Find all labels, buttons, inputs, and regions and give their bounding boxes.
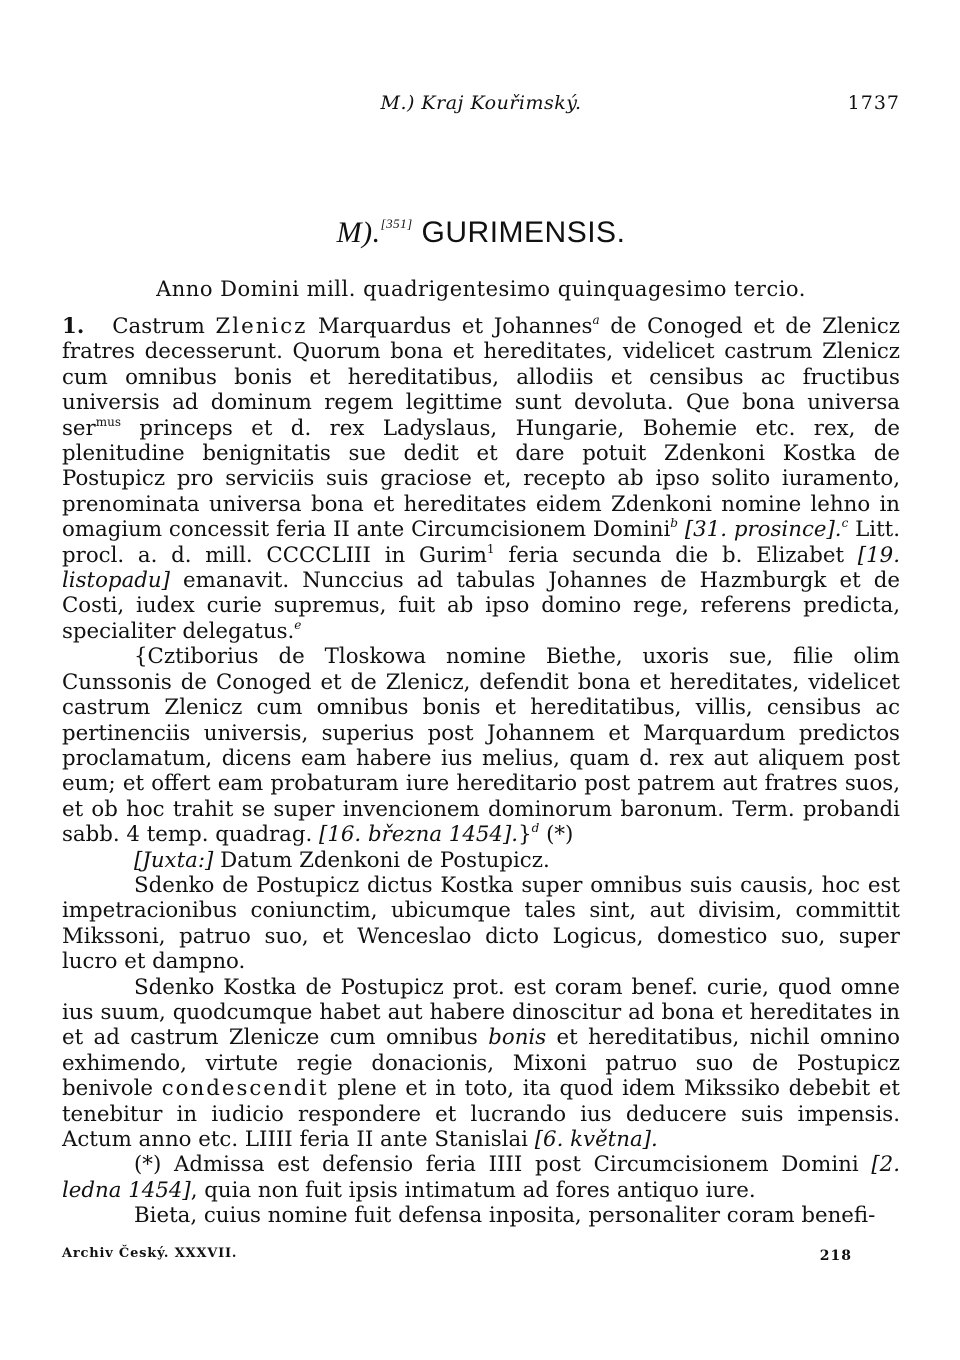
volume-signature: Archiv Český. XXXVII. <box>62 1246 238 1261</box>
paragraph-text: (*) Admissa est defensio feria IIII post Circumcisionem Domini <box>134 1152 872 1178</box>
entry-text: Marquardus et Johannes <box>318 314 593 339</box>
entry-1 <box>62 314 900 644</box>
paragraph-3 <box>62 975 900 1153</box>
sheet-number: 218 <box>819 1248 852 1264</box>
editorial-date: [2. ledna 1454] <box>62 1152 900 1203</box>
document-page <box>62 0 900 1360</box>
footnote-mark: c <box>841 516 849 531</box>
paragraph-text: Datum Zdenkoni de Postupicz. <box>213 847 550 873</box>
entry-text: emanavit. Nunccius ad tabulas Johannes de Hazmburgk et de Costi, iudex curie supremus, fuit ab ipso domino rege, referens predicta, specialiter delegatus. <box>62 568 900 644</box>
editorial-date: [16. března 1454]. <box>319 822 519 848</box>
entry-number: 1. <box>62 314 85 339</box>
page-number: 1737 <box>847 92 900 114</box>
page-footer <box>62 1246 900 1266</box>
star-note-paragraph <box>62 1152 900 1203</box>
section-letter: M). <box>336 216 381 249</box>
paragraph-text: Sdenko Kostka de Postupicz prot. est coram benef. curie, quod omne ius suum, quodcumque habet aut habere dinoscitur ad bona et hereditates in et ad castrum Zlenicze cum omnibus <box>62 974 900 1051</box>
paragraph-text-spaced: condescendit <box>161 1076 329 1102</box>
editorial-date: [19. listopadu] <box>62 542 900 594</box>
entry-text: de Conoged et de Zlenicz fratres decesserunt. Quorum bona et hereditates, videlicet castrum Zlenicz cum omnibus bonis et hereditatibus, allodiis et censibus ac fructibus universis ad dominum regem legittime sunt devoluta. Que bona universa ser <box>62 314 900 441</box>
editorial-date: [6. května]. <box>534 1127 658 1152</box>
entry-text: Castrum <box>112 314 205 339</box>
paragraph-4: Bieta, cuius nomine fuit defensa inposita, personaliter coram benefi- <box>134 1203 876 1229</box>
entry-text-spaced: Zlenicz <box>215 314 308 339</box>
paragraph-text: {Cztiborius de Tloskowa nomine Biethe, uxoris sue, filie olim Cunssonis de Conoged et de Zlenicz, defendit bona et hereditates, videlicet castrum Zlenicz cum omnibus bonis et hereditatibus, villis, censibus ac pertinenciis universis, superius post Johannem et Marquardum predictos proclamatum, dicens eam habere ius melius, quam d. rex aut aliquem post eum; et offert eam probaturam iure hereditario post patrem aut fratres suos, et ob hoc trahit se super invencionem dominorum baronum. Term. probandi sabb. 4 temp. quadrag. <box>62 644 900 848</box>
running-head-title: M.) Kraj Kouřimský. <box>380 92 582 114</box>
section-heading <box>62 216 900 250</box>
footnote-mark: d <box>531 821 540 836</box>
editorial-date: [31. prosince]. <box>684 517 842 543</box>
entry-text: feria secunda die b. Elizabet <box>494 542 858 568</box>
document-body <box>62 314 900 1229</box>
paragraph-text: } <box>518 822 532 848</box>
section-title: GURIMENSIS. <box>421 216 626 249</box>
section-note-number: [351] <box>380 216 413 231</box>
paragraph-2: Sdenko de Postupicz dictus Kostka super omnibus suis causis, hoc est impetracionibus coniunctim, ubicumque tales sint, aut divisim, committit Mikssoni, patruo suo, et Wenceslao dicto Logicus, domestico suo, super lucro et dampno. <box>62 872 900 975</box>
footnote-mark: a <box>592 313 600 327</box>
footnote-mark: b <box>670 516 678 531</box>
paragraph-text: plene et in toto, ita quod idem Mikssiko debebit et tenebitur in iudicio respondere et lucrando ius deducere suis impensis. Actum anno etc. LIIII feria II ante Stanislai <box>62 1076 900 1152</box>
footnote-mark: 1 <box>486 541 495 556</box>
defense-paragraph <box>62 644 900 847</box>
juxta-paragraph <box>62 848 900 873</box>
entry-text: Litt. procl. a. d. mill. CCCCLIII in Gurim <box>62 517 900 568</box>
entry-text: princeps et d. rex Ladyslaus, Hungarie, Bohemie etc. rex, de plenitudine benignitatis sue dedit et dare potuit Zdenkoni Kostka de Postupicz pro serviciis suis graciose et, recepto ab ipso solito iuramento, prenominata universa bona et hereditates eidem Zdenkoni nomine lehno in omagium concessit feria II ante Circumcisionem Domini <box>62 415 900 543</box>
footnote-mark: e <box>294 617 302 632</box>
paragraph-text: , quia non fuit ipsis intimatum ad fores antiquo iure. <box>190 1177 756 1203</box>
paragraph-text-italic: bonis <box>488 1025 547 1051</box>
dateline: Anno Domini mill. quadrigentesimo quinquagesimo tercio. <box>156 277 806 301</box>
paragraph-text: et hereditatibus, nichil omnino exhimendo, virtute regie donacionis, Mixoni patruo suo de Postupicz benivole <box>62 1025 900 1102</box>
editorial-insertion: [Juxta:] <box>134 847 214 873</box>
running-head <box>62 92 900 116</box>
abbreviation-superscript: mus <box>95 414 121 429</box>
paragraph-text: (*) <box>539 822 574 848</box>
